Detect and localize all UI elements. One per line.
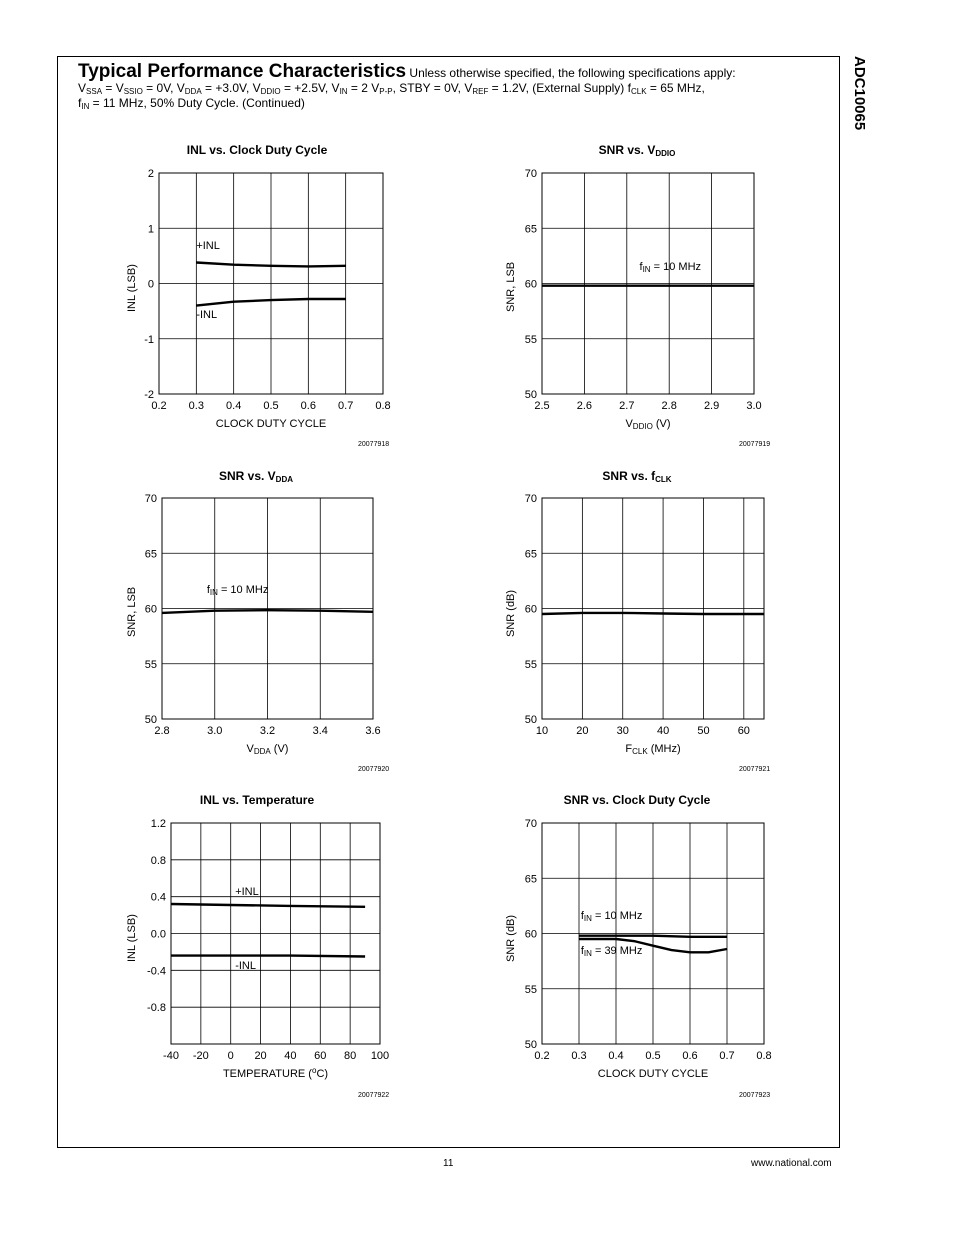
y-tick-label: 1.2 bbox=[150, 818, 166, 830]
y-tick-label: 60 bbox=[524, 603, 537, 616]
y-tick-label: -0.8 bbox=[147, 1002, 166, 1015]
series-annotation: $f_{IN} = 10$ MHz bbox=[580, 910, 643, 924]
y-tick-label: 0 bbox=[147, 278, 154, 291]
x-tick-label: 2.8 bbox=[661, 400, 677, 412]
x-tick-label: 80 bbox=[344, 1050, 357, 1062]
chart-title: SNR vs. $V_{DDIO}$ bbox=[598, 143, 676, 158]
series-annotation: +INL bbox=[196, 239, 220, 252]
x-tick-label: 0 bbox=[227, 1050, 234, 1062]
x-axis-label: CLOCK DUTY CYCLE bbox=[215, 418, 327, 430]
figure-id: 20077921 bbox=[739, 766, 771, 773]
x-tick-label: 3.2 bbox=[259, 725, 276, 737]
x-axis-label: CLOCK DUTY CYCLE bbox=[597, 1068, 709, 1080]
x-tick-label: 0.6 bbox=[682, 1050, 698, 1062]
footer-url: www.national.com bbox=[751, 1158, 832, 1169]
x-tick-label: 30 bbox=[616, 725, 629, 737]
x-tick-label: 2.6 bbox=[576, 400, 593, 412]
x-tick-label: 20 bbox=[576, 725, 589, 737]
x-tick-label: 0.5 bbox=[645, 1050, 661, 1062]
x-tick-label: 0.6 bbox=[300, 400, 316, 412]
x-tick-label: -40 bbox=[163, 1050, 179, 1062]
y-tick-label: 50 bbox=[524, 389, 537, 401]
x-tick-label: 2.9 bbox=[703, 400, 720, 412]
y-tick-label: 65 bbox=[144, 548, 157, 561]
conditions-text-2: $f_{IN} = 11$ MHz, 50% Duty Cycle. (Continued) bbox=[78, 96, 305, 111]
x-tick-label: 40 bbox=[284, 1050, 297, 1062]
y-tick-label: -2 bbox=[144, 389, 154, 401]
y-tick-label: 0.8 bbox=[150, 854, 166, 867]
y-tick-label: 60 bbox=[524, 928, 537, 941]
y-tick-label: 55 bbox=[524, 333, 537, 346]
part-number-text: ADC10065 bbox=[851, 56, 868, 131]
figure-id: 20077923 bbox=[739, 1092, 771, 1099]
page-number: 11 bbox=[443, 1158, 454, 1169]
conditions-text: $V_{SSA} = V_{SSIO} = 0V$, $V_{DDA} = +3.0V$, $V_{DDIO} = +2.5V$, $V_{IN} = 2$ $V_{P-P}$, STBY = 0V, $V_{REF} = 1.2V$, (External Supply) $f_{CLK} = 65$ MHz, bbox=[78, 81, 705, 96]
y-tick-label: 70 bbox=[524, 168, 537, 180]
series-annotation: +INL bbox=[235, 885, 259, 898]
figure-id: 20077922 bbox=[358, 1092, 390, 1099]
x-tick-label: 2.7 bbox=[619, 400, 635, 412]
x-tick-label: 50 bbox=[697, 725, 710, 737]
y-tick-label: 60 bbox=[524, 278, 537, 291]
figure-id: 20077918 bbox=[358, 441, 390, 448]
x-tick-label: 0.5 bbox=[263, 400, 279, 412]
y-axis-label: INL (LSB) bbox=[126, 913, 138, 962]
y-tick-label: 65 bbox=[524, 548, 537, 561]
header-intro: Unless otherwise specified, the following specifications apply: bbox=[409, 66, 736, 80]
series-annotation: -INL bbox=[196, 308, 218, 321]
x-tick-label: 0.4 bbox=[226, 400, 242, 412]
x-tick-label: 0.7 bbox=[719, 1050, 735, 1062]
section-title: Typical Performance Characteristics bbox=[78, 61, 407, 82]
y-tick-label: 70 bbox=[524, 818, 537, 830]
series-annotation: -INL bbox=[235, 960, 256, 973]
y-axis-label: SNR, LSB bbox=[126, 586, 138, 637]
y-axis-label: SNR (dB) bbox=[505, 914, 517, 962]
x-tick-label: 100 bbox=[370, 1050, 390, 1062]
x-tick-label: -20 bbox=[192, 1050, 209, 1062]
x-tick-label: 0.2 bbox=[534, 1050, 550, 1062]
x-tick-label: 0.3 bbox=[571, 1050, 587, 1062]
series-line bbox=[579, 936, 727, 937]
figure-id: 20077919 bbox=[739, 441, 771, 448]
series-annotation: $f_{IN} = 39$ MHz bbox=[580, 945, 643, 959]
y-tick-label: 1 bbox=[147, 223, 154, 236]
chart-title: INL vs. Temperature bbox=[199, 793, 315, 807]
y-axis-label: SNR (dB) bbox=[505, 589, 517, 637]
y-tick-label: 0.4 bbox=[150, 891, 166, 904]
y-tick-label: -1 bbox=[144, 333, 154, 346]
x-tick-label: 60 bbox=[314, 1050, 327, 1062]
y-tick-label: 0.0 bbox=[150, 928, 166, 941]
y-tick-label: 55 bbox=[524, 658, 537, 671]
x-tick-label: 2.8 bbox=[154, 725, 170, 737]
y-tick-label: 50 bbox=[144, 714, 157, 726]
chart-title: SNR vs. Clock Duty Cycle bbox=[563, 793, 711, 807]
series-annotation: $f_{IN} = 10$ MHz bbox=[206, 583, 269, 597]
x-tick-label: 0.8 bbox=[375, 400, 391, 412]
y-tick-label: 60 bbox=[144, 603, 157, 616]
x-axis-label: $F_{CLK}$ (MHz) bbox=[625, 743, 681, 756]
x-tick-label: 10 bbox=[535, 725, 549, 737]
y-tick-label: 65 bbox=[524, 223, 537, 236]
x-axis-label: TEMPERATURE ($^o$C) bbox=[222, 1066, 329, 1080]
x-tick-label: 3.0 bbox=[207, 725, 223, 737]
x-tick-label: 0.8 bbox=[756, 1050, 772, 1062]
series-annotation: $f_{IN} = 10$ MHz bbox=[639, 261, 702, 275]
y-tick-label: 70 bbox=[144, 493, 157, 505]
y-tick-label: 55 bbox=[524, 983, 537, 996]
y-tick-label: 50 bbox=[524, 1039, 537, 1051]
x-axis-label: $V_{DDA}$ (V) bbox=[246, 743, 289, 756]
chart-title: SNR vs. $V_{DDA}$ bbox=[218, 469, 294, 484]
y-axis-label: SNR, LSB bbox=[505, 261, 517, 312]
x-tick-label: 60 bbox=[737, 725, 750, 737]
y-tick-label: 55 bbox=[144, 658, 157, 671]
x-tick-label: 40 bbox=[656, 725, 670, 737]
y-tick-label: 65 bbox=[524, 873, 537, 886]
x-tick-label: 20 bbox=[254, 1050, 267, 1062]
y-tick-label: 70 bbox=[524, 493, 537, 505]
x-tick-label: 3.4 bbox=[312, 725, 328, 737]
y-tick-label: 50 bbox=[524, 714, 537, 726]
x-tick-label: 0.4 bbox=[608, 1050, 624, 1062]
x-tick-label: 2.5 bbox=[534, 400, 550, 412]
x-tick-label: 3.6 bbox=[365, 725, 381, 737]
y-axis-label: INL (LSB) bbox=[126, 263, 138, 312]
x-tick-label: 0.3 bbox=[188, 400, 204, 412]
y-tick-label: -0.4 bbox=[147, 965, 166, 978]
chart-title: SNR vs. $f_{CLK}$ bbox=[602, 469, 672, 484]
chart-title: INL vs. Clock Duty Cycle bbox=[186, 143, 328, 157]
x-tick-label: 0.2 bbox=[151, 400, 167, 412]
figure-id: 20077920 bbox=[358, 766, 390, 773]
y-tick-label: 2 bbox=[147, 168, 154, 180]
x-tick-label: 3.0 bbox=[746, 400, 762, 412]
x-axis-label: $V_{DDIO}$ (V) bbox=[625, 418, 671, 431]
x-tick-label: 0.7 bbox=[338, 400, 354, 412]
